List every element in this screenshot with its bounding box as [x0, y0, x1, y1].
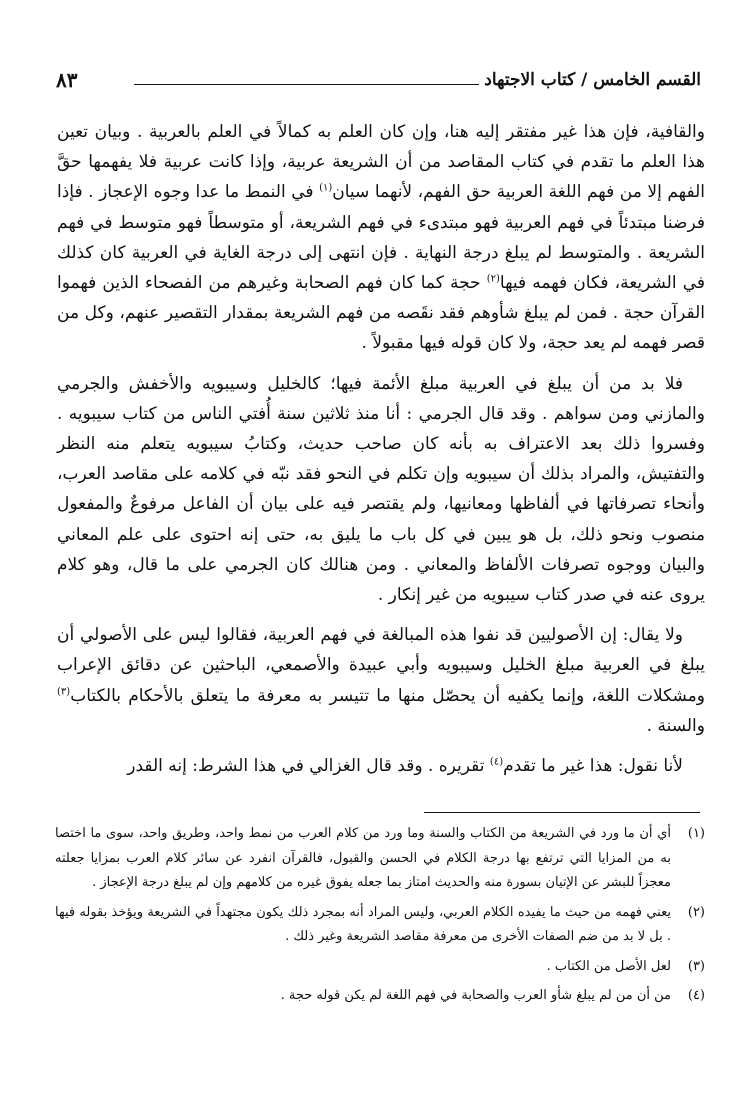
footnote-number: (٢) [687, 904, 705, 920]
footnote-ref-4[interactable]: (٤) [489, 756, 504, 768]
running-header [56, 70, 701, 100]
paragraph-4: لأنا نقول: هذا غير ما تقدم$^{(٤)}$ تقريره . وقد قال الغزالي في هذا الشرط: إنه القدر [127, 756, 683, 777]
footnote-2 [55, 901, 705, 950]
footnote-number: (١) [687, 826, 705, 841]
section-title: القسم الخامس / كتاب الاجتهاد [484, 70, 701, 90]
footnote-4 [55, 984, 705, 1009]
header-rule [134, 84, 479, 85]
footnote-ref-3[interactable]: (٣) [57, 686, 71, 697]
page-number: ٨٣ [56, 68, 78, 92]
paragraph-1: والقافية، فإن هذا غير مفتقر إليه هنا، وإن كان العلم به كمالاً في العلم بالعربية . وبيان تعين هذا العلم ما تقدم في كتاب المقاصد من أن الشريعة عربية، وإذا كانت عربية فلا يفهمها حقَّ الفهم إلا من فهم اللغة العربية حق الفهم، لأنهما سيان$^{(١)}$ في النمط ما عدا وجوه الإعجاز . فإذا فرضنا مبتدئاً في فهم العربية فهو مبتدىء في فهم الشريعة، أو متوسطاً فهو متوسط في فهم الشريعة . والمتوسط لم يبلغ درجة النهاية . فإن انتهى إلى درجة الغاية في العربية كان كذلك في الشريعة، فكان فهمه فيها$^{(٢)}$ حجة كما كان فهم الصحابة وغيرهم من الفصحاء الذين فهموا القرآن حجة . فمن لم يبلغ شأوهم فقد نقَصه من فهم الشريعة بمقدار التقصير عنهم، وكل من قصر فهمه لم يعد حجة، ولا كان قوله فيها مقبولاً . [57, 122, 706, 354]
footnote-number: (٤) [687, 988, 705, 1003]
footnote-separator [424, 812, 700, 813]
footnotes [55, 822, 705, 1014]
footnote-text: يعني فهمه من حيث ما يفيده الكلام العربي، وليس المراد أنه بمجرد ذلك يكون مجتهداً في الشريعة ويؤخذ بقوله فيها . بل لا بد من ضم الصفات الأخرى من معرفة مقاصد الشريعة وغير ذلك . [55, 904, 671, 944]
main-text [57, 117, 705, 781]
footnote-text: من أن من لم يبلغ شأو العرب والصحابة في فهم اللغة لم يكن قوله حجة . [280, 988, 671, 1003]
footnote-1 [55, 822, 705, 896]
footnote-number: (٣) [687, 958, 705, 974]
footnote-text: أي أن ما ورد في الشريعة من الكتاب والسنة وما ورد من كلام العرب من نمط واحد، وطريق واحد، سوى ما اختصا به من المزايا التي ترتفع بها درجة الكلام في الحسن والقبول، فالقرآن انفرد عن سائر كلام العرب بمزايا جعلته معجزاً للبشر عن الإتيان بسورة منه والحديث امتاز بما جعله يفوق غيره من كلامهم وإن لم يبلغ درجة الإعجاز . [55, 826, 671, 890]
footnote-text: لعل الأصل من الكتاب . [546, 958, 671, 974]
footnote-ref-1[interactable]: (١) [319, 182, 333, 194]
footnote-ref-2[interactable]: (٢) [486, 273, 500, 285]
paragraph-2: فلا بد من أن يبلغ في العربية مبلغ الأئمة فيها؛ كالخليل وسيبويه والأخفش والجرمي والمازني ومن سواهم . وقد قال الجرمي : أنا منذ ثلاثين سنة أُفتي الناس من كتاب سيبويه . وفسروا ذلك بعد الاعتراف به بأنه كان صاحب حديث، وكتابُ سيبويه يتعلم منه النظر والتفتيش، والمراد بذلك أن سيبويه وإن تكلم في النحو فقد نبّه في كلامه على مقاصد العرب، وأنحاء تصرفاتها في ألفاظها ومعانيها، ولم يقتصر فيه على بيان أن الفاعل مرفوعٌ والمفعول منصوب ونحو ذلك، بل هو يبين في كل باب ما يليق به، حتى إنه احتوى على علم المعاني والبيان ووجوه تصرفات الألفاظ والمعاني . ومن هنالك كان الجرمي على ما قال، وهو كلام يروى عنه في صدر كتاب سيبويه من غير إنكار . [57, 373, 705, 606]
footnote-3 [55, 955, 705, 980]
paragraph-3: ولا يقال: إن الأصوليين قد نفوا هذه المبالغة في فهم العربية، فقالوا ليس على الأصولي أن يبلغ في العربية مبلغ الخليل وسيبويه وأبي عبيدة والأصمعي، الباحثين عن دقائق الإعراب ومشكلات اللغة، وإنما يكفيه أن يحصّل منها ما تتيسر به معرفة ما يتعلق بالأحكام بالكتاب$^{(٣)}$ والسنة . [57, 625, 705, 736]
